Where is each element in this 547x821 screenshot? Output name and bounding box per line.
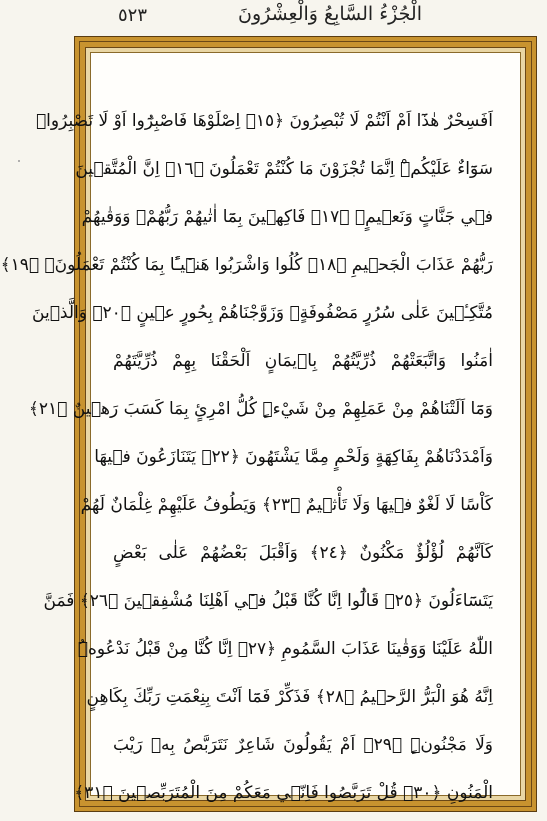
text-line-8: وَاَمْدَدْنَاهُمْ بِفَاكِهَةٍ وَلَحْمٍ مِمَّا يَشْتَهُونَ ﴿٢٢﴾ يَتَنَازَعُونَ ف۪يهَا [94,447,493,467]
text-line-13: اِنَّهُ هُوَ الْبَرُّ الرَّح۪يمُ ﴿٢٨﴾ فَذَكِّرْ فَمَٓا اَنْتَ بِنِعْمَتِ رَبِّكَ بِكَاهِنٍ [86,687,493,707]
text-line-6: اٰمَنُوا وَاتَّبَعَتْهُمْ ذُرِّيَّتُهُمْ بِا۪يمَانٍ اَلْحَقْنَا بِهِمْ ذُرِّيَّتَهُمْ [113,351,493,371]
page-frame [0,36,537,812]
quran-text [0,101,493,803]
text-line-7: وَمَٓا اَلَتْنَاهُمْ مِنْ عَمَلِهِمْ مِنْ شَيْءٍۜ كُلُّ امْرِئٍ بِمَا كَسَبَ رَه۪ينٌ ﴿٢١﴾ [28,399,493,419]
text-panel [0,52,521,803]
page-header [0,0,547,34]
juz-title: الْجُزْءُ السَّابِعُ وَالْعِشْرُونَ [237,3,422,25]
frame-inner-band [0,47,526,803]
text-line-4: رَبُّهُمْ عَذَابَ الْجَح۪يمِ ﴿١٨﴾ كُلُوا وَاشْرَبُوا هَن۪ٓيـًٔا بِمَا كُنْتُمْ تَعْمَلُونَۙ ﴿١٩﴾ [0,255,493,275]
text-line-11: يَتَسَٓاءَلُونَ ﴿٢٥﴾ قَالُٓوا اِنَّا كُنَّا قَبْلُ ف۪ٓي اَهْلِنَا مُشْفِق۪ينَ ﴿٢٦﴾ فَمَنَّ [43,591,493,611]
text-line-12: اللّٰهُ عَلَيْنَا وَوَقٰينَا عَذَابَ السَّمُومِ ﴿٢٧﴾ اِنَّا كُنَّا مِنْ قَبْلُ نَدْعُوهُۜ [77,639,493,659]
page-number: ٥٢٣ [118,5,148,26]
margin-dot [18,160,20,162]
text-line-1: اَفَسِحْرٌ هٰذَٓا اَمْ اَنْتُمْ لَا تُبْصِرُونَ ﴿١٥﴾ اِصْلَوْهَا فَاصْبِرُٓوا اَوْ لَا تَصْبِرُواۚ [35,111,493,131]
text-line-10: كَاَنَّهُمْ لُؤْلُؤٌ مَكْنُونٌ ﴿٢٤﴾ وَاَقْبَلَ بَعْضُهُمْ عَلٰى بَعْضٍ [113,543,493,563]
text-line-14: وَلَا مَجْنُونٍۜ ﴿٢٩﴾ اَمْ يَقُولُونَ شَاعِرٌ نَتَرَبَّصُ بِه۪ رَيْبَ [113,735,493,755]
text-line-2: سَوَٓاءٌ عَلَيْكُمْۜ اِنَّمَا تُجْزَوْنَ مَا كُنْتُمْ تَعْمَلُونَ ﴿١٦﴾ اِنَّ الْمُتَّق۪ينَ [75,159,493,179]
text-line-3: ف۪ي جَنَّاتٍ وَنَع۪يمٍۙ ﴿١٧﴾ فَاكِه۪ينَ بِمَٓا اٰتٰيهُمْ رَبُّهُمْۚ وَوَقٰيهُمْ [81,207,493,227]
text-line-5: مُتَّكِـ۪ٔينَ عَلٰى سُرُرٍ مَصْفُوفَةٍۚ وَزَوَّجْنَاهُمْ بِحُورٍ ع۪ينٍ ﴿٢٠﴾ وَالَّذ۪ينَ [32,303,493,323]
text-line-9: كَاْسًا لَا لَغْوٌ ف۪يهَا وَلَا تَأْث۪يمٌ ﴿٢٣﴾ وَيَطُوفُ عَلَيْهِمْ غِلْمَانٌ لَهُمْ [80,495,493,515]
text-line-15: الْمَنُونِ ﴿٣٠﴾ قُلْ تَرَبَّصُوا فَاِنّ۪ي مَعَكُمْ مِنَ الْمُتَرَبِّص۪ينَ ﴿٣١﴾ [74,783,493,803]
